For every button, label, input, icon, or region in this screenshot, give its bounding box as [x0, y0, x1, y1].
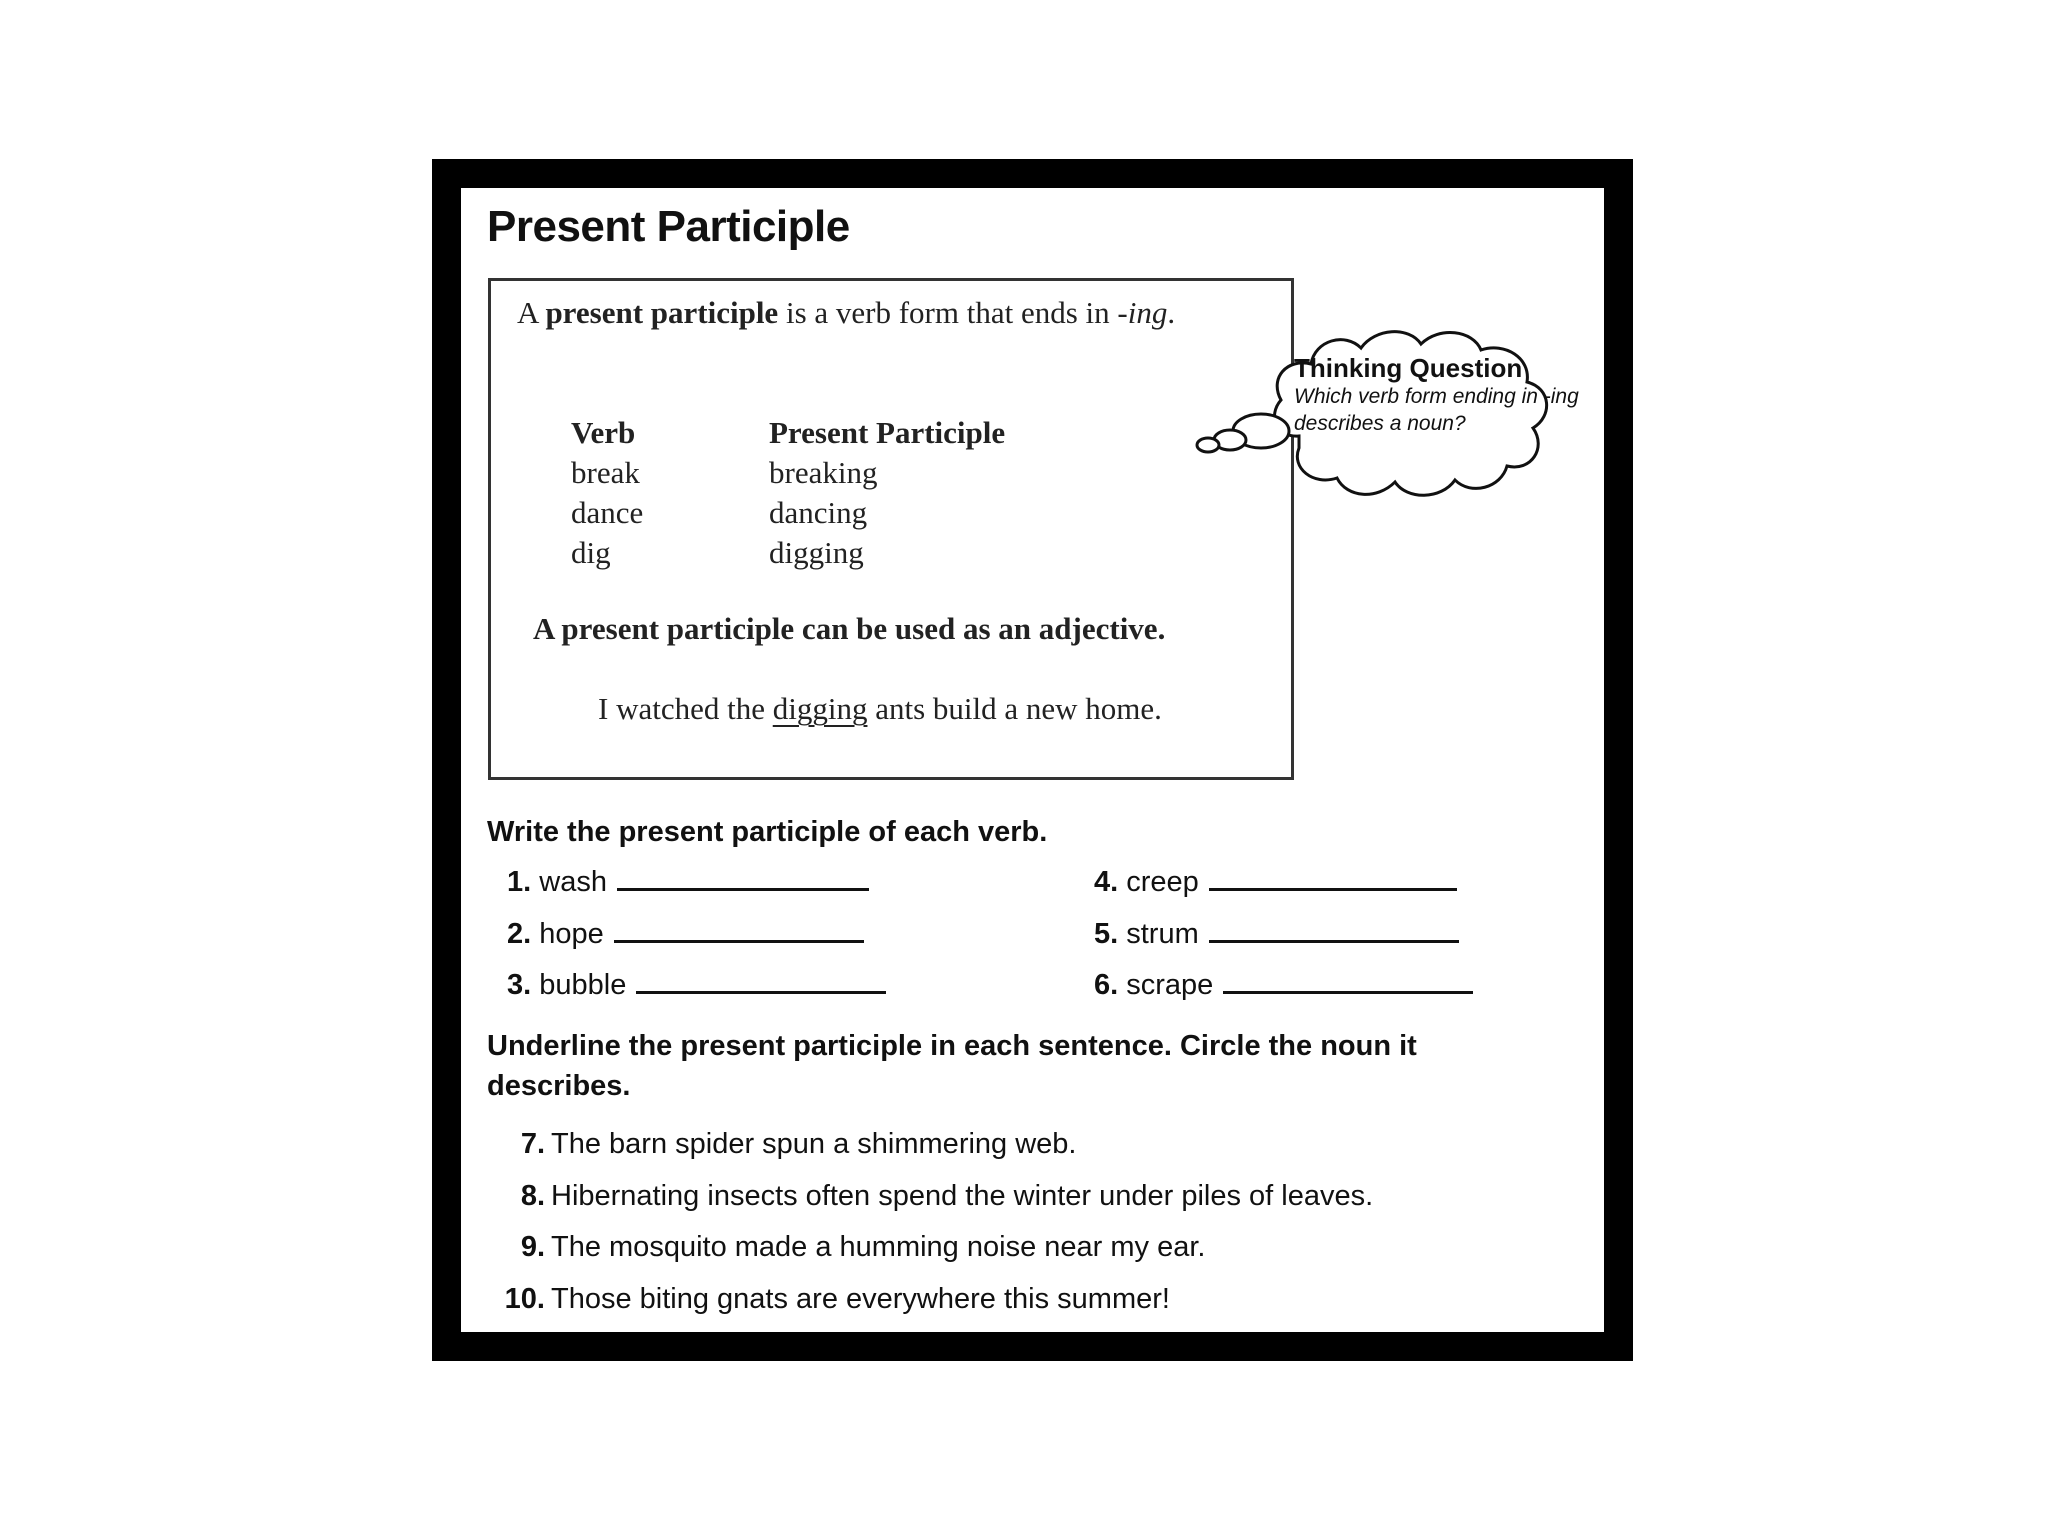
item-number: 4.: [1094, 866, 1119, 898]
sentence-number: 9.: [520, 1231, 545, 1263]
sentence-number: 8.: [520, 1180, 545, 1212]
sentence-text[interactable]: The barn spider spun a shimmering web.: [551, 1128, 1077, 1160]
exercise-sentence: [487, 1124, 1076, 1164]
participle-cell: dancing: [769, 495, 868, 530]
item-word: hope: [539, 918, 604, 950]
item-number: 2.: [507, 918, 532, 950]
definition-suffix: -ing: [1117, 295, 1168, 330]
sentence-number: 10.: [504, 1283, 545, 1315]
definition-text: [517, 293, 1177, 333]
participle-column-header: Present Participle: [769, 415, 1006, 450]
definition-prefix: A: [517, 295, 546, 330]
exercise-item: [1094, 965, 1473, 1005]
verb-cell: dance: [571, 495, 644, 530]
exercise-item: [507, 965, 886, 1005]
definition-box: [488, 278, 1294, 780]
answer-blank[interactable]: [1209, 940, 1459, 943]
answer-blank[interactable]: [617, 888, 869, 891]
item-number: 1.: [507, 866, 532, 898]
exercise-sentence: [487, 1279, 1170, 1319]
exercise-sentence: [487, 1227, 1205, 1267]
verb-column: [571, 413, 761, 573]
worksheet-frame: [432, 159, 1633, 1361]
item-word: wash: [539, 866, 607, 898]
thinking-question-title: Thinking Question: [1294, 353, 1523, 383]
participle-column: [769, 413, 1089, 573]
thinking-question-body: Which verb form ending in -ing describes a noun?: [1294, 385, 1579, 435]
example-after: ants build a new home.: [867, 691, 1162, 726]
participle-cell: digging: [769, 535, 864, 570]
sentence-text[interactable]: The mosquito made a humming noise near my ear.: [551, 1231, 1206, 1263]
definition-end: .: [1167, 295, 1176, 330]
verb-cell: break: [571, 455, 640, 490]
exercise-sentence: [487, 1176, 1373, 1216]
item-word: creep: [1126, 866, 1199, 898]
example-sentence: [598, 689, 1238, 729]
definition-term: present participle: [545, 295, 779, 330]
adjective-rule: A present participle can be used as an adjective.: [533, 611, 1166, 646]
section1-instruction: Write the present participle of each verb.: [487, 816, 1048, 848]
verb-column-header: Verb: [571, 415, 636, 450]
answer-blank[interactable]: [614, 940, 864, 943]
answer-blank[interactable]: [636, 991, 886, 994]
example-before: I watched the: [598, 691, 773, 726]
section2-instruction: Underline the present participle in each sentence. Circle the noun it describes.: [487, 1030, 1417, 1102]
answer-blank[interactable]: [1209, 888, 1457, 891]
exercise-item: [1094, 914, 1459, 954]
example-underlined-word: digging: [772, 691, 868, 726]
item-word: bubble: [539, 969, 627, 1001]
exercise-item: [1094, 862, 1457, 902]
item-number: 6.: [1094, 969, 1119, 1001]
exercise-item: [507, 914, 864, 954]
answer-blank[interactable]: [1223, 991, 1473, 994]
item-word: strum: [1126, 918, 1199, 950]
participle-cell: breaking: [769, 455, 878, 490]
sentence-number: 7.: [520, 1128, 545, 1160]
thinking-question: [1294, 353, 1599, 437]
item-word: scrape: [1126, 969, 1214, 1001]
definition-middle: is a verb form that ends in: [778, 295, 1118, 330]
exercise-item: [507, 862, 869, 902]
sentence-text[interactable]: Hibernating insects often spend the winter under piles of leaves.: [551, 1180, 1374, 1212]
worksheet-page: [461, 188, 1604, 1332]
verb-cell: dig: [571, 535, 611, 570]
sentence-text[interactable]: Those biting gnats are everywhere this summer!: [551, 1283, 1170, 1315]
page-title: Present Participle: [487, 202, 850, 251]
item-number: 5.: [1094, 918, 1119, 950]
item-number: 3.: [507, 969, 532, 1001]
